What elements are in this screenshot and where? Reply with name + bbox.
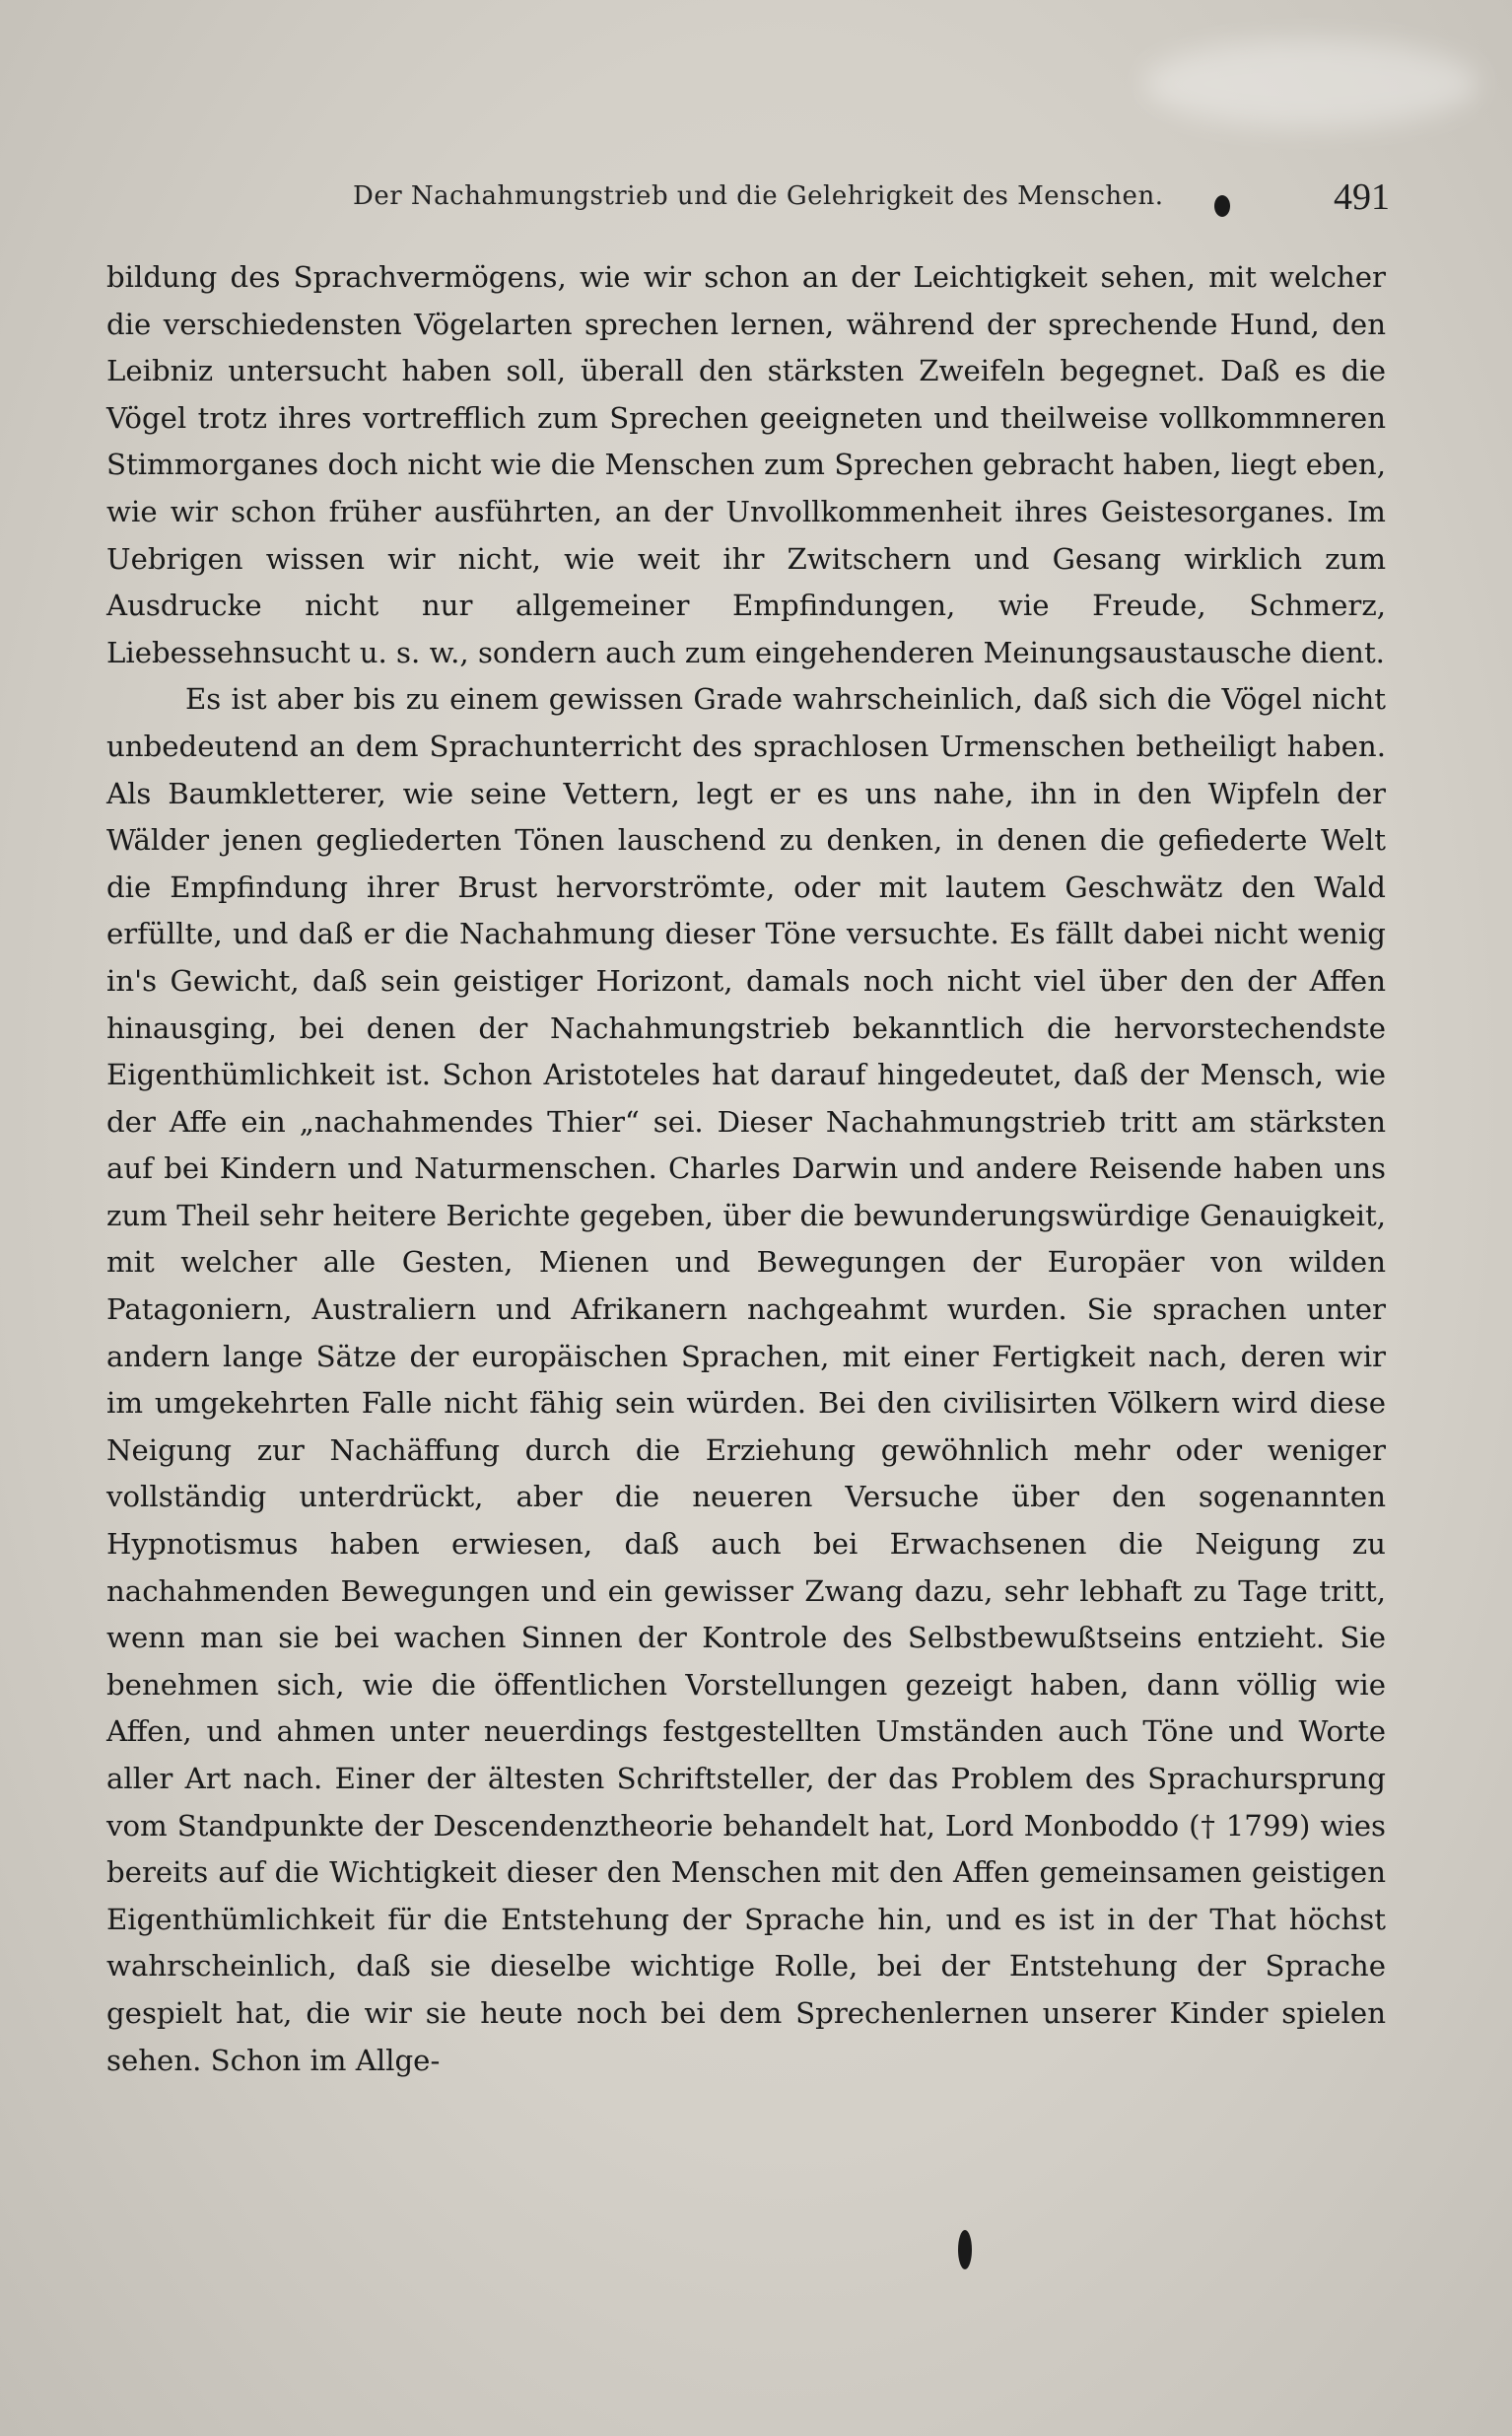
paragraph: bildung des Sprachvermögens, wie wir schon an der Leichtigkeit sehen, mit welcher die verschiedensten Vögelarten sprechen lernen, während der sprechende Hund, den Leibniz untersucht haben soll, überall den stärksten Zweifeln begegnet. Daß es die Vögel trotz ihres vortrefflich zum Sprechen geeigneten und theilweise vollkommneren Stimmorganes doch nicht wie die Menschen zum Sprechen gebracht haben, liegt eben, wie wir schon früher ausführten, an der Unvollkommenheit ihres Geistesorganes. Im Uebrigen wissen wir nicht, wie weit ihr Zwitschern und Gesang wirklich zum Ausdrucke nicht nur allgemeiner Empfindungen, wie Freude, Schmerz, Liebessehnsucht u. s. w., sondern auch zum eingehenderen Meinungsaustausche dient. bbox=[106, 260, 1386, 669]
running-head: Der Nachahmungstrieb und die Gelehrigkeit des Menschen. bbox=[353, 181, 1164, 211]
paper-smudge bbox=[1143, 39, 1478, 128]
ink-spot bbox=[958, 2230, 972, 2269]
page-header bbox=[106, 174, 1388, 233]
body-text bbox=[106, 254, 1386, 2084]
ink-spot bbox=[1214, 195, 1230, 217]
page-number: 491 bbox=[1334, 176, 1390, 218]
paragraph: Es ist aber bis zu einem gewissen Grade wahrscheinlich, daß sich die Vögel nicht unbedeutend an dem Sprachunterricht des sprachlosen Urmenschen betheiligt haben. Als Baumkletterer, wie seine Vettern, legt er es uns nahe, ihn in den Wipfeln der Wälder jenen gegliederten Tönen lauschend zu denken, in denen die gefiederte Welt die Empfindung ihrer Brust hervorströmte, oder mit lautem Geschwätz den Wald erfüllte, und daß er die Nachahmung dieser Töne versuchte. Es fällt dabei nicht wenig in's Gewicht, daß sein geistiger Horizont, damals noch nicht viel über den der Affen hinausging, bei denen der Nachahmungstrieb bekanntlich die hervorstechendste Eigenthümlichkeit ist. Schon Aristoteles hat darauf hingedeutet, daß der Mensch, wie der Affe ein „nachahmendes Thier“ sei. Dieser Nachahmungstrieb tritt am stärksten auf bei Kindern und Naturmenschen. Charles Darwin und andere Reisende haben uns zum Theil sehr heitere Berichte gegeben, über die bewunderungswürdige Genauigkeit, mit welcher alle Gesten, Mienen und Bewegungen der Europäer von wilden Patagoniern, Australiern und Afrikanern nachgeahmt wurden. Sie sprachen unter andern lange Sätze der europäischen Sprachen, mit einer Fertigkeit nach, deren wir im umgekehrten Falle nicht fähig sein würden. Bei den civilisirten Völkern wird diese Neigung zur Nachäffung durch die Erziehung gewöhnlich mehr oder weniger vollständig unterdrückt, aber die neueren Versuche über den sogenannten Hypnotismus haben erwiesen, daß auch bei Erwachsenen die Neigung zu nachahmenden Bewegungen und ein gewisser Zwang dazu, sehr lebhaft zu Tage tritt, wenn man sie bei wachen Sinnen der Kontrole des Selbstbewußtseins entzieht. Sie benehmen sich, wie die öffentlichen Vorstellungen gezeigt haben, dann völlig wie Affen, und ahmen unter neuerdings festgestellten Umständen auch Töne und Worte aller Art nach. Einer der ältesten Schriftsteller, der das Problem des Sprachursprung vom Standpunkte der Descendenztheorie behandelt hat, Lord Monboddo († 1799) wies bereits auf die Wichtigkeit dieser den Menschen mit den Affen gemeinsamen geistigen Eigenthümlichkeit für die Entstehung der Sprache hin, und es ist in der That höchst wahrscheinlich, daß sie dieselbe wichtige Rolle, bei der Entstehung der Sprache gespielt hat, die wir sie heute noch bei dem Sprechenlernen unserer Kinder spielen sehen. Schon im Allge- bbox=[106, 682, 1386, 2077]
